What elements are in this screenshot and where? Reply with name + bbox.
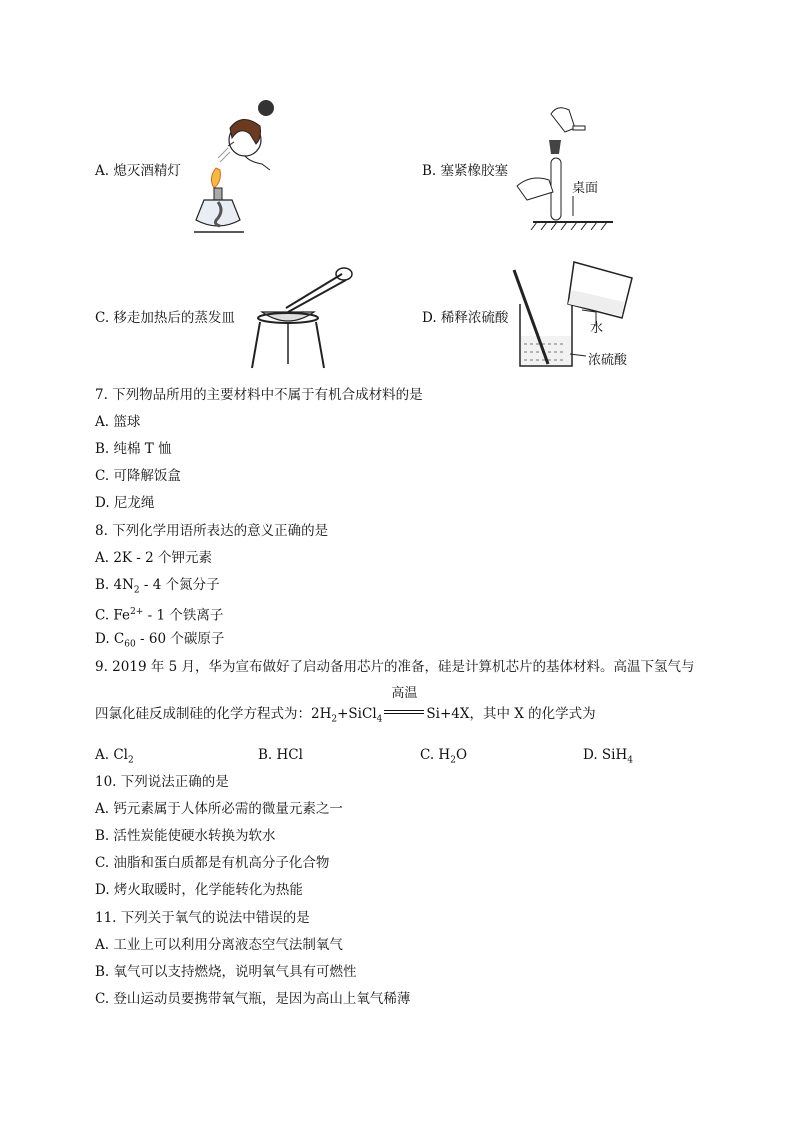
q11-option-b: B. 氧气可以支持燃烧，说明氧气具有可燃性 [95,964,357,980]
q8-stem: 8. 下列化学用语所表达的意义正确的是 [95,523,329,539]
q11-option-c: C. 登山运动员要携带氧气瓶，是因为高山上氧气稀薄 [95,991,411,1007]
q10-option-b: B. 活性炭能使硬水转换为软水 [95,828,276,844]
q9-option-b: B. HCl [258,747,303,763]
evaporating-dish-tongs-figure [248,264,358,372]
q9-stem-line1: 9. 2019 年 5 月，华为宣布做好了启动备用芯片的准备，硅是计算机芯片的基体材料。高温下氢气与 [95,659,695,675]
q11-option-a: A. 工业上可以利用分离液态空气法制氧气 [95,937,343,953]
q7-option-d: D. 尼龙绳 [95,495,155,511]
q10-option-d: D. 烤火取暖时，化学能转化为热能 [95,882,303,898]
q9-stem-line2: 四氯化硅反成制硅的化学方程式为：$2H_2+SiCl_4$ 高温 Si+4X，其中 X 的化学式为 [95,686,596,725]
q8-option-c: C. $Fe^{2+} - 1$ 个铁离子 [95,607,224,624]
blow-out-alcohol-lamp-figure [190,98,280,238]
q10-stem: 10. 下列说法正确的是 [95,774,229,790]
q11-stem: 11. 下列关于氧气的说法中错误的是 [95,910,310,926]
water-label: 水 [590,321,604,336]
q7-option-b: B. 纯棉 T 恤 [95,441,172,457]
q10-option-a: A. 钙元素属于人体所必需的微量元素之一 [95,801,343,817]
q7-stem: 7. 下列物品所用的主要材料中不属于有机合成材料的是 [95,387,423,403]
q8-option-d: D. $C_{60} - 60$ 个碳原子 [95,631,225,650]
q9-option-c: C. $H_2O$ [420,747,468,766]
reaction-condition: 高温 [391,686,418,701]
q7-option-a: A. 篮球 [95,414,141,430]
q9-option-d: D. SiH$_4$ [583,747,633,766]
q10-option-c: C. 油脂和蛋白质都是有机高分子化合物 [95,855,330,871]
q7-option-c: C. 可降解饭盒 [95,468,181,484]
q8-option-a: A. 2K - 2 个钾元素 [95,550,213,566]
option-b-text: B. 塞紧橡胶塞 [422,163,509,179]
q9-option-a: A. $Cl_2$ [95,747,134,766]
reaction-condition-arrow [382,686,426,721]
option-a-text: A. 熄灭酒精灯 [95,163,181,179]
insert-rubber-stopper-figure [513,100,613,230]
option-d-text: D. 稀释浓硫酸 [422,310,509,326]
q8-option-b: B. $4N_2 - 4$ 个氮分子 [95,577,220,596]
table-surface-label: 桌面 [572,181,599,196]
conc-sulfuric-acid-label: 浓硫酸 [588,353,628,368]
option-c-text: C. 移走加热后的蒸发皿 [95,310,235,326]
